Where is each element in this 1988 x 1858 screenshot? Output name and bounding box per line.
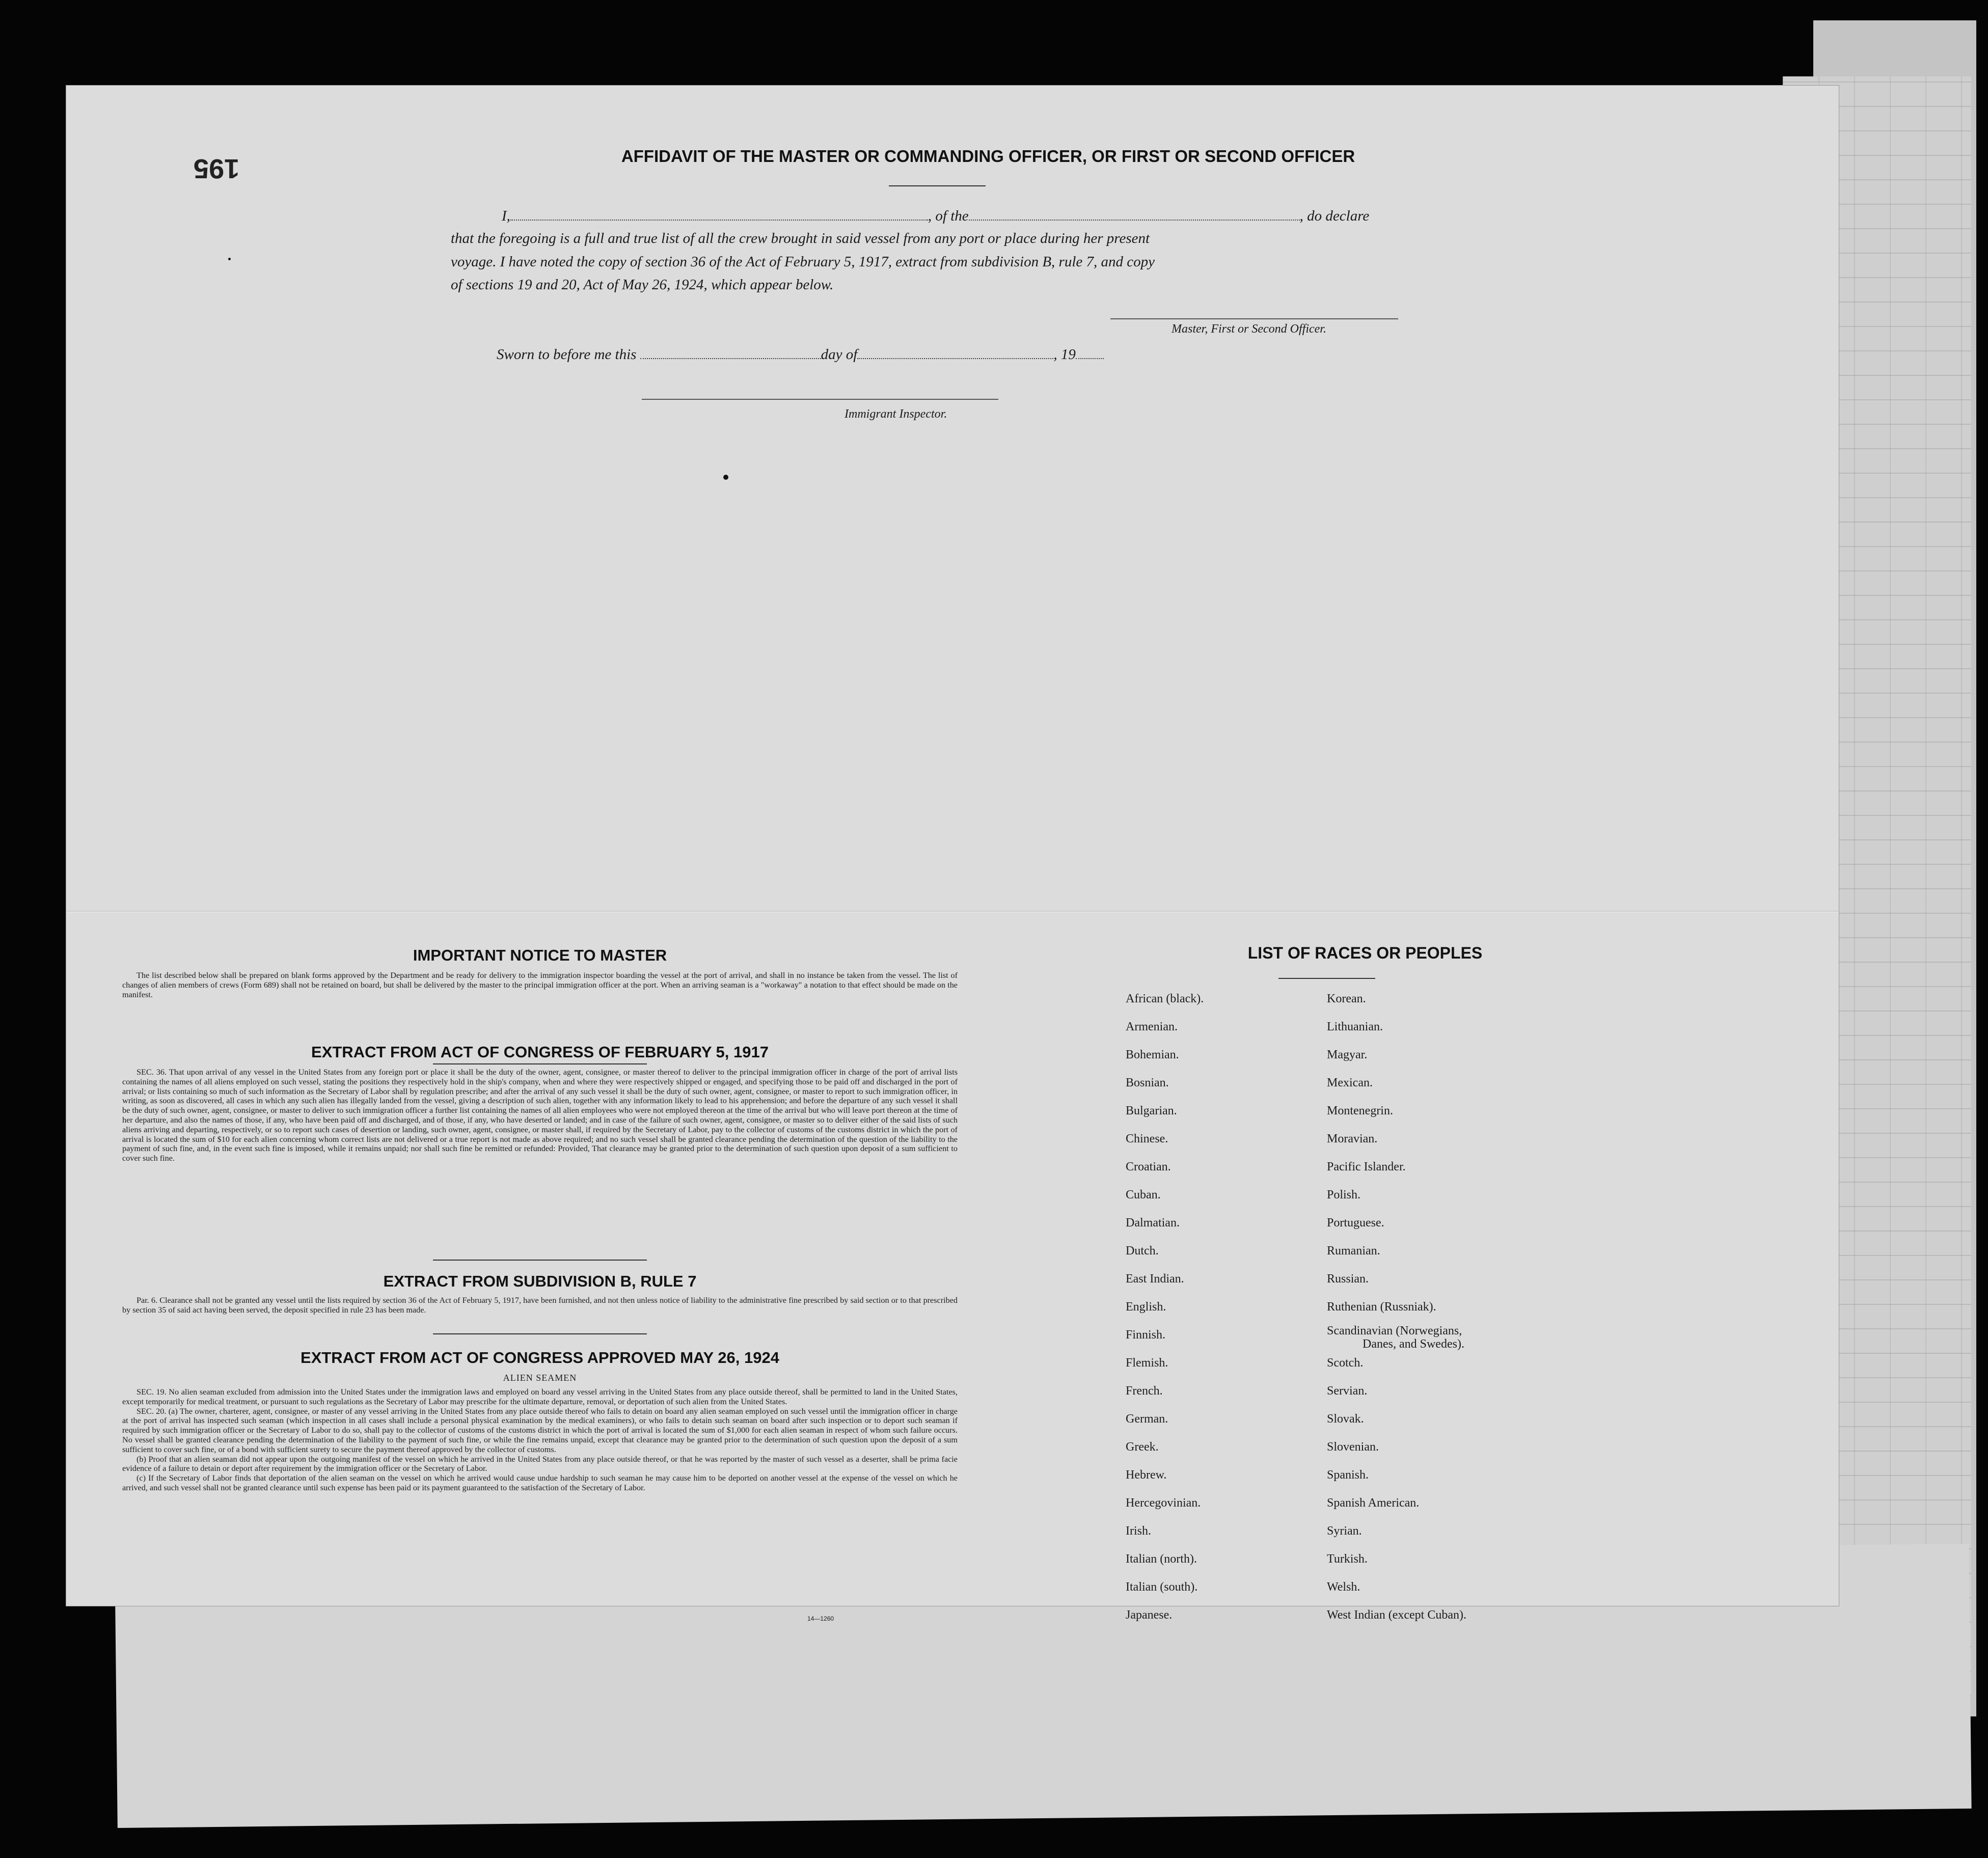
page-fold — [66, 911, 1839, 913]
affidavit-line-3: voyage. I have noted the copy of section 36 of the Act of February 5, 1917, extract from subdivision B, rule 7, and copy — [451, 254, 1155, 270]
race-item: Montenegrin. — [1327, 1104, 1393, 1117]
race-item: Portuguese. — [1327, 1216, 1384, 1229]
race-item: Korean. — [1327, 992, 1366, 1005]
race-item: German. — [1126, 1412, 1168, 1426]
race-item: Danes, and Swedes). — [1363, 1337, 1464, 1351]
race-item: Spanish. — [1327, 1468, 1369, 1482]
race-item: Hercegovinian. — [1126, 1496, 1201, 1510]
race-item: East Indian. — [1126, 1272, 1184, 1286]
title-rule — [889, 185, 986, 186]
day-blank[interactable] — [640, 354, 821, 359]
race-item: English. — [1126, 1300, 1166, 1314]
form-number: 14—1260 — [807, 1615, 834, 1622]
race-item: Chinese. — [1126, 1132, 1168, 1145]
sworn-text: Sworn to before me this — [497, 346, 637, 363]
extract-rule7-title: EXTRACT FROM SUBDIVISION B, RULE 7 — [383, 1272, 697, 1290]
race-item: Flemish. — [1126, 1356, 1168, 1370]
section-20b-paragraph: (b) Proof that an alien seaman did not appear upon the outgoing manifest of the vessel on which he arrived in the United States from any place outside thereof, or that he was reported by the master of such vessel as a deserter, shall be prima facie evidence of a failure to detain or deport after requirement by the immigration officer or the Secretary of Labor. — [122, 1454, 958, 1473]
race-item: Dutch. — [1126, 1244, 1159, 1258]
page-number: 195 — [194, 153, 240, 184]
vessel-blank[interactable] — [969, 215, 1300, 221]
section-rule — [433, 1333, 647, 1334]
race-item: Servian. — [1327, 1384, 1368, 1398]
race-item: Finnish. — [1126, 1328, 1166, 1342]
affidavit-title: AFFIDAVIT OF THE MASTER OR COMMANDING OFFICER, OR FIRST OR SECOND OFFICER — [621, 147, 1355, 166]
race-item: Slovak. — [1327, 1412, 1364, 1426]
master-signature-line[interactable] — [1110, 318, 1398, 319]
race-item: Magyar. — [1327, 1048, 1368, 1061]
section-20c-paragraph: (c) If the Secretary of Labor finds that deportation of the alien seaman on the vessel on which he arrived would cause undue hardship to such seaman he may cause him to be deported on another vessel at the expense of the vessel on which he arrived, and such vessel shall not be granted clearance until such expense has been paid or its payment guaranteed to the satisfaction of the Secretary of Labor. — [122, 1473, 958, 1492]
section-20a-paragraph: SEC. 20. (a) The owner, charterer, agent, consignee, or master of any vessel arriving in the United States from any place outside thereof who fails to detain on board any alien seaman employed on such vessel until the immigration officer in charge at the port of arrival has inspected such seaman (which inspection in all cases shall include a personal physical examination by the medical examiners), or who fails to detain such seaman on board after such inspection or to deport such seaman if required by such immigration officer or the Secretary of Labor to do so, shall pay to the collector of customs of the customs district in which the port of arrival is located the sum of $1,000 for each alien seaman in respect of whom such failure occurs. No vessel shall be granted clearance pending the determination of the liability to the payment of such fine, or while the fine remains unpaid, except that clearance may be granted prior to the determination of such question upon the deposit of a sum sufficient to cover such fine, or of a bond with sufficient surety to secure the payment thereof approved by the collector of customs. — [122, 1406, 958, 1454]
races-title-rule — [1278, 978, 1375, 979]
race-item: French. — [1126, 1384, 1163, 1398]
notice-title: IMPORTANT NOTICE TO MASTER — [413, 946, 667, 964]
race-item: Dalmatian. — [1126, 1216, 1180, 1229]
inspector-signature-label: Immigrant Inspector. — [845, 407, 947, 421]
race-item: Polish. — [1327, 1188, 1361, 1201]
section-rule — [433, 1260, 647, 1261]
race-item: Italian (north). — [1126, 1552, 1197, 1566]
ink-mark — [228, 258, 231, 260]
race-item: West Indian (except Cuban). — [1327, 1608, 1466, 1622]
race-item: Italian (south). — [1126, 1580, 1198, 1594]
race-item: Moravian. — [1327, 1132, 1378, 1145]
race-item: Cuban. — [1126, 1188, 1161, 1201]
section-rule — [433, 1063, 647, 1064]
race-item: Hebrew. — [1126, 1468, 1167, 1482]
race-item: Mexican. — [1327, 1076, 1373, 1089]
race-item: Scandinavian (Norwegians, — [1327, 1324, 1462, 1337]
extract-1917-body — [122, 1068, 958, 1163]
race-item: Bosnian. — [1126, 1076, 1169, 1089]
year-blank[interactable] — [1076, 354, 1104, 359]
race-item: Scotch. — [1327, 1356, 1364, 1370]
race-item: Japanese. — [1126, 1608, 1173, 1622]
month-blank[interactable] — [857, 354, 1053, 359]
master-signature-label: Master, First or Second Officer. — [1172, 322, 1326, 336]
sworn-line — [497, 346, 1104, 363]
notice-body — [122, 971, 958, 999]
affidavit-line-4: of sections 19 and 20, Act of May 26, 1924, which appear below. — [451, 277, 834, 293]
affidavit-i: I, — [502, 208, 510, 224]
race-item: Lithuanian. — [1327, 1020, 1383, 1033]
race-item: Pacific Islander. — [1327, 1160, 1406, 1173]
race-item: African (black). — [1126, 992, 1204, 1005]
race-item: Greek. — [1126, 1440, 1159, 1454]
race-item: Russian. — [1327, 1272, 1369, 1286]
affidavit-line-1 — [502, 208, 1500, 225]
section-36-paragraph: SEC. 36. That upon arrival of any vessel in the United States from any foreign port or place it shall be the duty of the owner, agent, consignee, or master thereof to deliver to the principal immigration officer in charge of the port of arrival lists containing the names of all aliens employed on such vessel, stating the positions they respectively hold in the ship's company, when and where they were respectively shipped or engaged, and specifying those to be paid off and discharged in the port of arrival; or lists containing so much of such information as the Secretary of Labor shall by regulation prescribe; and after the arrival of any such vessel it shall be the duty of such owner, agent, consignee, or master to report to such immigration officer, in writing, as soon as discovered, all cases in which any such alien has illegally landed from the vessel, giving a description of such alien, together with any information likely to lead to his apprehension; and before the departure of any such vessel it shall be the duty of such owner, agent, consignee, or master to deliver to such immigration officer a further list containing the names of all alien employees who were not employed thereon at the time of the arrival but who will leave port thereon at the time of her departure, and also the names of those, if any, who have been paid off and discharged, and of those, if any, who have deserted or landed; and in case of the failure of such owner, agent, consignee, or master so to deliver either of the said lists of such aliens arriving and departing, respectively, or so to report such cases of desertion or landing, such owner, agent, consignee, or master shall, if required by the Secretary of Labor, pay to the collector of customs of the customs district in which the port of arrival is located the sum of $10 for each alien concerning whom correct lists are not delivered or a true report is not made as above required; and no such vessel shall be granted clearance pending the determination of the question of the liability to the payment of such fine, and, in the event such fine is imposed, while it remains unpaid; nor shall such fine be remitted or refunded: Provided, That clearance may be granted prior to the determination of such question upon deposit of a sum sufficient to cover such fine. — [122, 1068, 958, 1163]
alien-seamen-subtitle: ALIEN SEAMEN — [503, 1373, 577, 1383]
par-6-paragraph: Par. 6. Clearance shall not be granted any vessel until the lists required by section 36 of the Act of February 5, 1917, have been furnished, and not then unless notice of liability to the administrative fine prescribed by said section or to that prescribed by section 35 of said act having been served, the deposit specified in rule 23 has been made. — [122, 1296, 958, 1315]
race-item: Slovenian. — [1327, 1440, 1379, 1454]
race-item: Irish. — [1126, 1524, 1151, 1538]
name-blank[interactable] — [510, 215, 928, 221]
race-item: Syrian. — [1327, 1524, 1362, 1538]
race-item: Rumanian. — [1327, 1244, 1380, 1258]
ink-mark — [723, 475, 728, 480]
race-item: Welsh. — [1327, 1580, 1360, 1594]
extract-1917-title: EXTRACT FROM ACT OF CONGRESS OF FEBRUARY 5, 1917 — [311, 1043, 769, 1061]
section-19-paragraph: SEC. 19. No alien seaman excluded from admission into the United States under the immigration laws and employed on board any vessel arriving in the United States from any place outside thereof, shall be permitted to land in the United States, except temporarily for medical treatment, or pursuant to such regulations as the Secretary of Labor may prescribe for the ultimate departure, removal, or deportation of such alien from the United States. — [122, 1387, 958, 1406]
document-page — [66, 86, 1839, 1622]
extract-1924-title: EXTRACT FROM ACT OF CONGRESS APPROVED MAY 26, 1924 — [301, 1349, 779, 1367]
race-item: Croatian. — [1126, 1160, 1171, 1173]
race-item: Bulgarian. — [1126, 1104, 1177, 1117]
race-item: Armenian. — [1126, 1020, 1178, 1033]
affidavit-of-the: , of the — [928, 208, 969, 224]
race-item: Turkish. — [1327, 1552, 1368, 1566]
sworn-day-of: day of — [821, 346, 858, 363]
sworn-year: , 19 — [1053, 346, 1076, 363]
race-item: Ruthenian (Russniak). — [1327, 1300, 1436, 1314]
affidavit-line-2: that the foregoing is a full and true list of all the crew brought in said vessel from any port or place during her present — [451, 230, 1150, 247]
inspector-signature-line[interactable] — [642, 399, 998, 400]
races-title: LIST OF RACES OR PEOPLES — [1247, 944, 1483, 962]
affidavit-do-declare: , do declare — [1299, 208, 1370, 224]
race-item: Spanish American. — [1327, 1496, 1420, 1510]
extract-1924-body — [122, 1387, 958, 1493]
race-item: Bohemian. — [1126, 1048, 1179, 1061]
extract-rule7-body — [122, 1296, 958, 1315]
notice-paragraph: The list described below shall be prepared on blank forms approved by the Department and be ready for delivery to the immigration inspector boarding the vessel at the port of arrival, and shall in no instance be taken from the vessel. The list of changes of alien members of crews (Form 689) shall not be retained on board, but shall be delivered by the master to the principal immigration officer at the port. When an arriving seaman is a "workaway" a notation to that effect should be made on the manifest. — [122, 971, 958, 999]
